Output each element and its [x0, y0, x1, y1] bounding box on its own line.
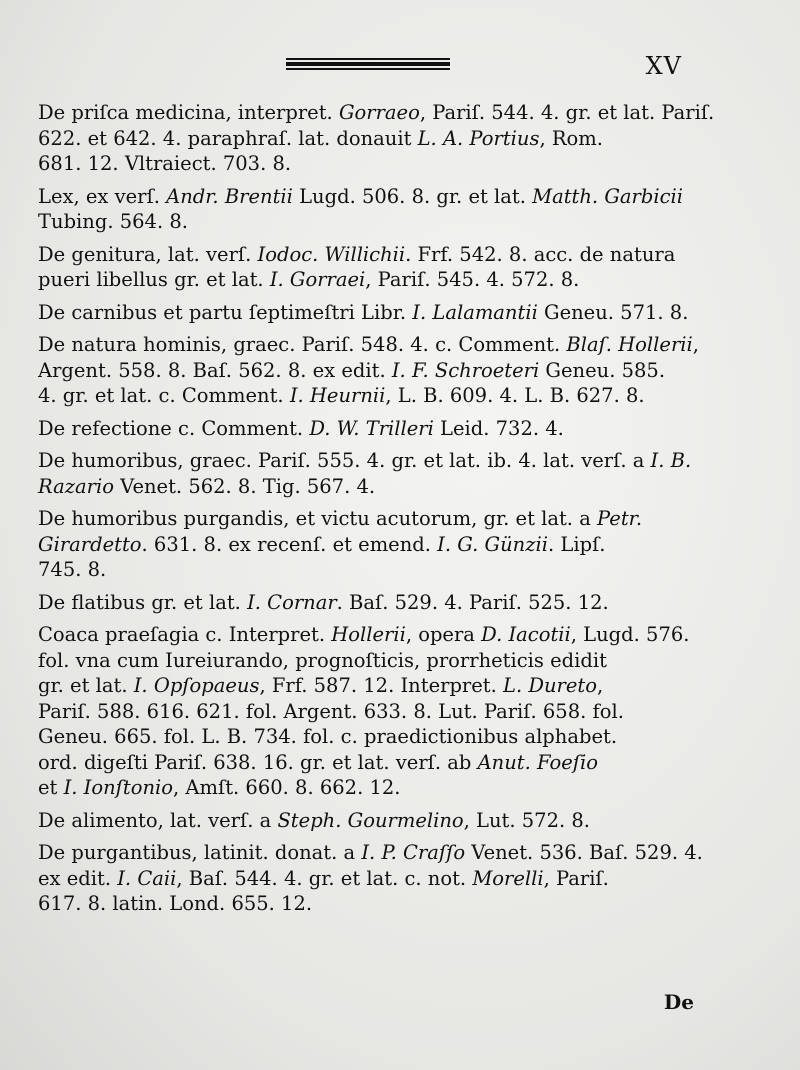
italic-name: Girardetto — [38, 532, 142, 556]
italic-name: D. Iacotii — [481, 623, 571, 646]
entry-line: De carnibus et partu ſeptimeſtri Libr. I. Lalamantii Geneu. 571. 8. — [38, 300, 689, 324]
italic-name: I. Lalamantii — [412, 300, 538, 324]
bibliography-entry — [38, 242, 718, 293]
bibliography-entry — [38, 100, 718, 177]
italic-name: I. F. Schroeteri — [391, 358, 540, 382]
bibliography-entry — [38, 590, 718, 616]
bibliography-entry — [38, 506, 718, 583]
italic-name: Razario — [38, 474, 114, 498]
entry-line: Razario Venet. 562. 8. Tig. 567. 4. — [38, 474, 376, 498]
bibliography-entry — [38, 808, 718, 834]
italic-name: Anut. Foeſio — [477, 750, 598, 774]
page-header — [0, 52, 800, 86]
entry-line: 4. gr. et lat. c. Comment. I. Heurnii, L. B. 609. 4. L. B. 627. 8. — [38, 384, 645, 407]
bibliography-entries — [38, 100, 718, 924]
italic-name: I. Cornar — [247, 590, 337, 614]
italic-name: Morelli — [472, 866, 544, 890]
bibliography-entry — [38, 840, 718, 917]
entry-line: 622. et 642. 4. paraphraſ. lat. donauit L. A. Portius, Rom. — [38, 126, 603, 150]
entry-line: et I. Ionſtonio, Amſt. 660. 8. 662. 12. — [38, 776, 401, 799]
entry-line: De alimento, lat. verſ. a Steph. Gourmelino, Lut. 572. 8. — [38, 808, 591, 832]
italic-name: I. P. Craſſo — [361, 841, 466, 864]
italic-name: I. B. — [650, 449, 692, 472]
italic-name: L. A. Portius — [417, 126, 540, 150]
italic-name: Hollerii — [331, 623, 406, 646]
entry-line: ex edit. I. Caii, Baſ. 544. 4. gr. et lat. c. not. Morelli, Pariſ. — [38, 866, 609, 890]
entry-line: Geneu. 665. fol. L. B. 734. fol. c. praedictionibus alphabet. — [38, 725, 618, 748]
italic-name: Matth. Garbicii — [532, 184, 683, 208]
entry-line: De genitura, lat. verſ. Iodoc. Willichii. Frf. 542. 8. acc. de natura — [38, 242, 676, 266]
entry-line: 681. 12. Vltraiect. 703. 8. — [38, 152, 292, 175]
bibliography-entry — [38, 448, 718, 499]
bibliography-entry — [38, 332, 718, 409]
page-number: XV — [645, 52, 682, 80]
italic-name: I. Caii — [117, 866, 177, 890]
entry-line: De purgantibus, latinit. donat. a I. P. Craſſo Venet. 536. Baſ. 529. 4. — [38, 841, 703, 864]
entry-line: 617. 8. latin. Lond. 655. 12. — [38, 892, 313, 915]
italic-name: I. Heurnii — [289, 384, 386, 407]
italic-name: Petr. — [597, 507, 643, 530]
italic-name: Andr. Brentii — [166, 184, 293, 208]
italic-name: D. W. Trilleri — [309, 416, 434, 440]
italic-name: L. Dureto — [503, 674, 597, 697]
bibliography-entry — [38, 416, 718, 442]
italic-name: Steph. Gourmelino — [277, 808, 464, 832]
bibliography-entry — [38, 184, 718, 235]
entry-line: Girardetto. 631. 8. ex recenſ. et emend. I. G. Günzii. Lipſ. — [38, 532, 606, 556]
entry-line: fol. vna cum Iureiurando, prognoſticis, prorrheticis edidit — [38, 648, 607, 672]
entry-line: pueri libellus gr. et lat. I. Gorraei, Pariſ. 545. 4. 572. 8. — [38, 268, 580, 291]
entry-line: gr. et lat. I. Opſopaeus, Frf. 587. 12. Interpret. L. Dureto, — [38, 674, 604, 697]
entry-line: De humoribus purgandis, et victu acutorum, gr. et lat. a Petr. — [38, 507, 643, 530]
italic-name: I. G. Günzii — [437, 532, 548, 556]
entry-line: ord. digeſti Pariſ. 638. 16. gr. et lat. verſ. ab Anut. Foeſio — [38, 750, 598, 774]
entry-line: De refectione c. Comment. D. W. Trilleri Leid. 732. 4. — [38, 416, 564, 440]
bibliography-entry — [38, 622, 718, 801]
italic-name: Iodoc. Willichii — [257, 242, 406, 266]
entry-line: De natura hominis, graec. Pariſ. 548. 4. c. Comment. Blaſ. Hollerii, — [38, 333, 699, 356]
entry-line: 745. 8. — [38, 558, 107, 581]
entry-line: Argent. 558. 8. Baſ. 562. 8. ex edit. I. F. Schroeteri Geneu. 585. — [38, 358, 666, 382]
catchword: De — [663, 990, 694, 1014]
entry-line: Coaca praeſagia c. Interpret. Hollerii, opera D. Iacotii, Lugd. 576. — [38, 623, 690, 646]
italic-name: I. Opſopaeus — [133, 674, 260, 697]
bibliography-entry — [38, 300, 718, 326]
entry-line: Pariſ. 588. 616. 621. fol. Argent. 633. 8. Lut. Pariſ. 658. fol. — [38, 699, 624, 723]
italic-name: I. Gorraei — [269, 268, 366, 291]
italic-name: I. Ionſtonio — [63, 776, 174, 799]
entry-line: Lex, ex verſ. Andr. Brentii Lugd. 506. 8. gr. et lat. Matth. Garbicii — [38, 184, 683, 208]
entry-line: De flatibus gr. et lat. I. Cornar. Baſ. 529. 4. Pariſ. 525. 12. — [38, 590, 609, 614]
entry-line: De priſca medicina, interpret. Gorraeo, Pariſ. 544. 4. gr. et lat. Pariſ. — [38, 101, 715, 124]
entry-line: De humoribus, graec. Pariſ. 555. 4. gr. et lat. ib. 4. lat. verſ. a I. B. — [38, 449, 692, 472]
entry-line: Tubing. 564. 8. — [38, 210, 188, 233]
italic-name: Gorraeo — [338, 101, 420, 124]
italic-name: Blaſ. Hollerii — [566, 333, 693, 356]
header-ornament-rule — [286, 58, 450, 68]
